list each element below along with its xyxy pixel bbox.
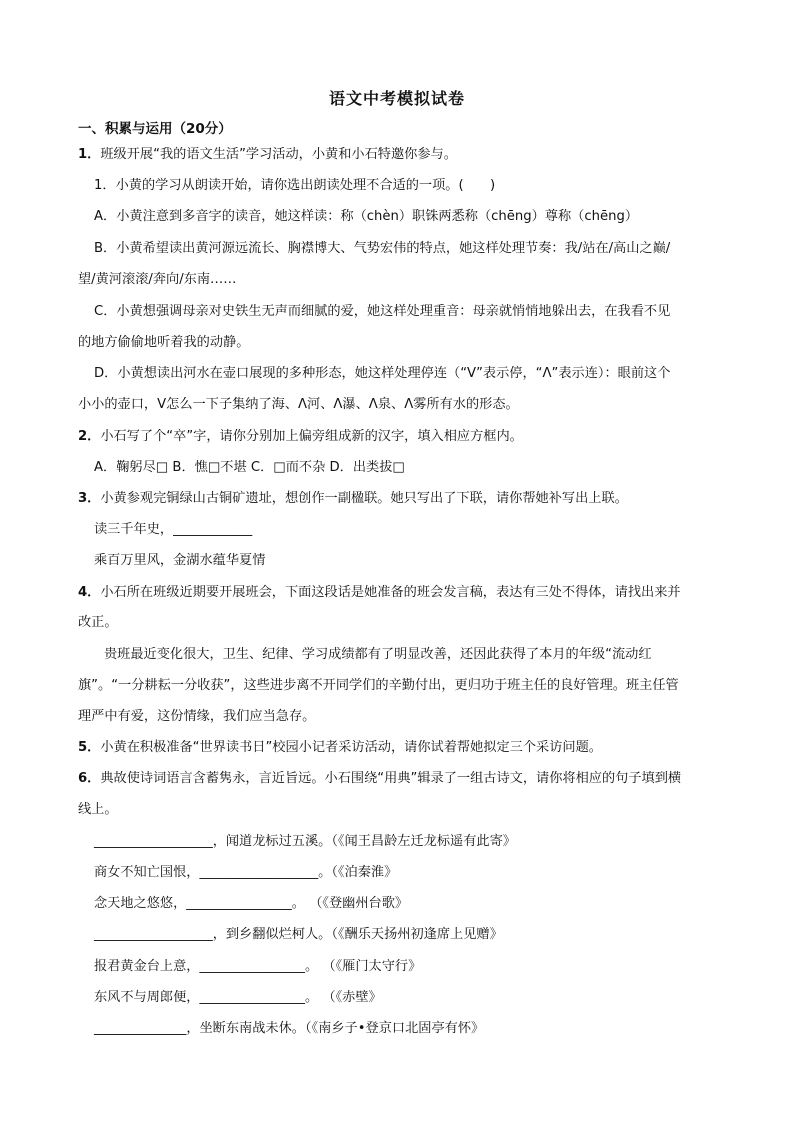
question-number: 6． <box>78 771 101 786</box>
question-stem: 小黄参观完铜绿山古铜矿遗址，想创作一副楹联。她只写出了下联，请你帮她补写出上联。 <box>100 491 628 506</box>
question-number: 1． <box>78 147 101 162</box>
poem-fill-line: 念天地之悠悠，________________。 （《登幽州台歌》 <box>94 896 409 911</box>
option-d-cont: 小小的壶口，V怎么一下子集纳了海、Λ河、Λ瀑、Λ泉、Λ雾所有水的形态。 <box>78 397 519 412</box>
poem-fill-line: __________________，闻道龙标过五溪。（《闻王昌龄左迁龙标遥有此寄》 <box>94 834 516 849</box>
question-2 <box>78 428 523 446</box>
option-d: D．小黄想读出河水在壶口展现的多种形态，她这样处理停连（“V”表示停，“Λ”表示连）：眼前这个 <box>94 366 671 381</box>
question-5 <box>78 739 602 757</box>
poem-fill-line: 商女不知亡国恨，__________________。（《泊秦淮》 <box>94 865 398 880</box>
speech-paragraph: 贵班最近变化很大，卫生、纪律、学习成绩都有了明显改善，还因此获得了本月的年级“流动红 <box>104 647 652 662</box>
q2-options: A．鞠躬尽□ B．憔□不堪 C．□而不杂 D．出类拔□ <box>94 460 405 475</box>
poem-fill-line: 报君黄金台上意，________________。 （《雁门太守行》 <box>94 959 422 974</box>
question-6 <box>78 770 681 788</box>
option-c: C．小黄想强调母亲对史铁生无声而细腻的爱，她这样处理重音：母亲就悄悄地躲出去，在我看不见 <box>94 304 671 319</box>
couplet-lower: 乘百万里风，金湖水蕴华夏情 <box>94 553 266 568</box>
speech-paragraph-cont: 理严中有爱，这份情缘，我们应当急存。 <box>78 709 316 724</box>
question-stem: 小黄在积极准备“世界读书日”校园小记者采访活动，请你试着帮她拟定三个采访问题。 <box>100 740 602 755</box>
question-number: 5． <box>78 740 101 755</box>
poem-fill-line: __________________，到乡翻似烂柯人。（《酬乐天扬州初逢席上见赠》 <box>94 927 503 942</box>
question-3 <box>78 490 628 508</box>
question-stem: 小石写了个“卒”字，请你分别加上偏旁组成新的汉字，填入相应方框内。 <box>100 429 523 444</box>
option-b-cont: 望/黄河滚滚/奔向/东南…… <box>78 272 237 287</box>
question-4-cont: 改正。 <box>78 615 118 630</box>
poem-fill-line: 东风不与周郎便，________________。 （《赤壁》 <box>94 990 382 1005</box>
option-c-cont: 的地方偷偷地听着我的动静。 <box>78 335 250 350</box>
question-stem: 小石所在班级近期要开展班会，下面这段话是她准备的班会发言稿，表达有三处不得体，请找出来并 <box>100 585 681 600</box>
question-number: 3． <box>78 491 101 506</box>
question-number: 2． <box>78 429 101 444</box>
speech-paragraph-cont: 旗”。“一分耕耘一分收获”，这些进步离不开同学们的辛勤付出，更归功于班主任的良好管理。班主任管 <box>78 678 679 693</box>
couplet-upper: 读三千年史，____________ <box>94 522 253 537</box>
option-b: B．小黄希望读出黄河源远流长、胸襟博大、气势宏伟的特点，她这样处理节奏：我/站在/高山之巅/ <box>94 241 671 256</box>
question-6-cont: 线上。 <box>78 802 118 817</box>
page-title: 语文中考模拟试卷 <box>328 89 465 108</box>
section-heading: 一、积累与运用（20分） <box>78 121 232 137</box>
option-a: A．小黄注意到多音字的读音，她这样读：称（chèn）职铢两悉称（chēng）尊称（chēng） <box>94 209 639 224</box>
sub-question-1: 1．小黄的学习从朗读开始，请你选出朗读处理不合适的一项。( ) <box>94 178 496 193</box>
question-stem: 典故使诗词语言含蓄隽永，言近旨远。小石围绕“用典”辑录了一组古诗文，请你将相应的句子填到横 <box>100 771 682 786</box>
question-stem: 班级开展“我的语文生活”学习活动，小黄和小石特邀你参与。 <box>100 147 457 162</box>
poem-fill-line: ______________，坐断东南战未休。（《南乡子•登京口北固亭有怀》 <box>94 1021 485 1036</box>
question-number: 4． <box>78 585 101 600</box>
question-4 <box>78 584 681 602</box>
question-1 <box>78 146 457 164</box>
